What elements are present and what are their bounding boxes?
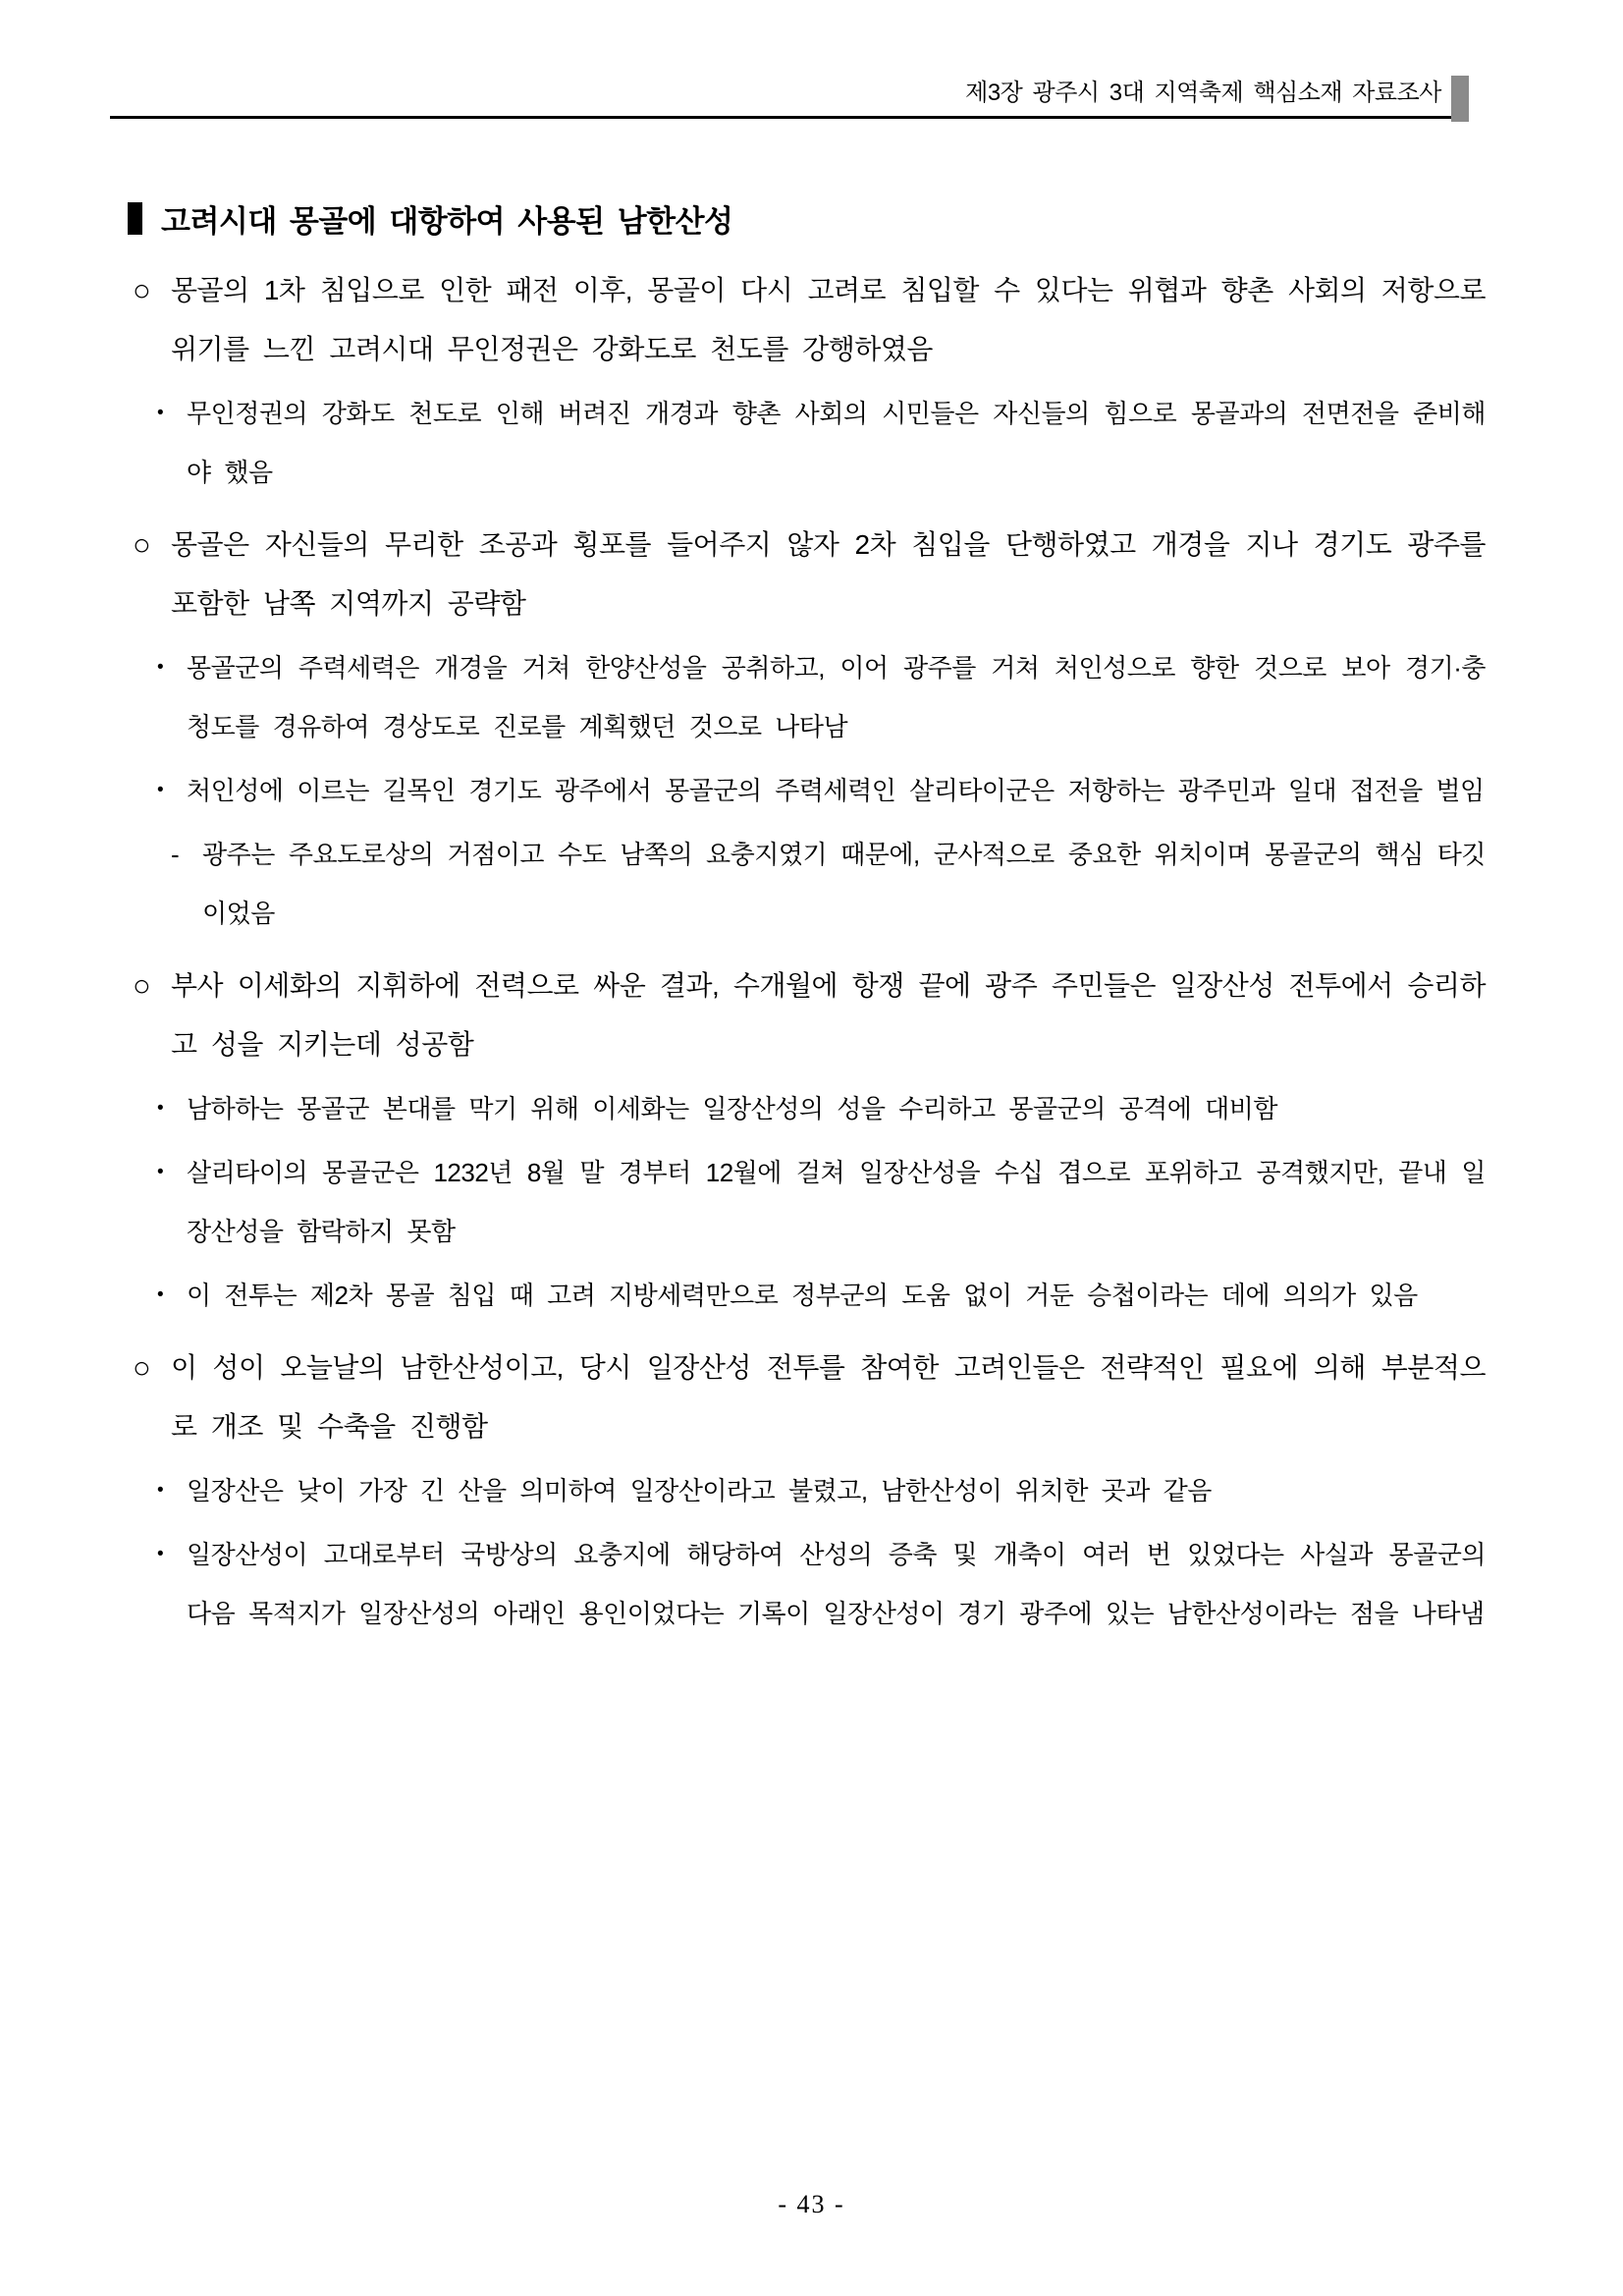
bullet-item (128, 516, 1486, 633)
bullet-text: 처인성에 이르는 길목인 경기도 광주에서 몽골군의 주력세력인 살리타이군은 저항하는 광주민과 일대 접전을 벌임 (187, 776, 1485, 805)
bullet-text: 이 전투는 제2차 몽골 침입 때 고려 지방세력만으로 정부군의 도움 없이 거둔 승첩이라는 데에 의의가 있음 (187, 1281, 1418, 1310)
bullet-text: 살리타이의 몽골군은 1232년 8월 말 경부터 12월에 걸쳐 일장산성을 수십 겹으로 포위하고 공격했지만, 끝내 일장산성을 함락하지 못함 (187, 1158, 1486, 1246)
chapter-header-title: 제3장 광주시 3대 지역축제 핵심소재 자료조사 (965, 80, 1441, 106)
dot-bullet-icon: • (157, 1544, 164, 1564)
bullet-item (128, 384, 1486, 502)
page-header (110, 0, 1468, 119)
bullet-item (128, 1143, 1486, 1261)
bullet-item (128, 1525, 1486, 1643)
bullet-item (128, 1079, 1486, 1138)
bullet-item (128, 761, 1486, 820)
section-title-row (128, 189, 1486, 247)
dot-bullet-icon: • (157, 403, 164, 423)
bullet-item (128, 1461, 1486, 1520)
dot-bullet-icon: • (157, 1162, 164, 1182)
dot-bullet-icon: • (157, 780, 164, 800)
circle-bullet-icon: ○ (133, 273, 151, 307)
bullet-item (128, 1339, 1486, 1456)
bullet-text: 일장산성이 고대로부터 국방상의 요충지에 해당하여 산성의 증축 및 개축이 여러 번 있었다는 사실과 몽골군의 다음 목적지가 일장산성의 아래인 용인이었다는 기록이 일장산성이 경기 광주에 있는 남한산성이라는 점을 나타냄 (187, 1540, 1486, 1628)
bullet-text: 부사 이세화의 지휘하에 전력으로 싸운 결과, 수개월에 항쟁 끝에 광주 주민들은 일장산성 전투에서 승리하고 성을 지키는데 성공함 (171, 970, 1486, 1060)
dot-bullet-icon: • (157, 1480, 164, 1501)
page-content (128, 189, 1486, 1643)
bullet-text: 몽골은 자신들의 무리한 조공과 횡포를 들어주지 않자 2차 침입을 단행하였고 개경을 지나 경기도 광주를 포함한 남쪽 지역까지 공략함 (171, 529, 1486, 619)
dot-bullet-icon: • (157, 1098, 164, 1119)
bullet-item (128, 261, 1486, 379)
page-number: - 43 - (778, 2190, 845, 2218)
bullet-item (128, 957, 1486, 1074)
title-square-icon (128, 202, 142, 235)
bullet-item (128, 825, 1486, 943)
circle-bullet-icon: ○ (133, 527, 151, 562)
bullet-text: 몽골군의 주력세력은 개경을 거쳐 한양산성을 공취하고, 이어 광주를 거쳐 처인성으로 향한 것으로 보아 경기·충청도를 경유하여 경상도로 진로를 계획했던 것으로 나타남 (187, 653, 1486, 741)
dot-bullet-icon: • (157, 657, 164, 678)
dash-bullet-icon: - (171, 840, 180, 869)
page-footer (0, 2190, 1623, 2219)
bullet-text: 남하하는 몽골군 본대를 막기 위해 이세화는 일장산성의 성을 수리하고 몽골군의 공격에 대비함 (187, 1094, 1277, 1123)
circle-bullet-icon: ○ (133, 968, 151, 1003)
bullet-text: 무인정권의 강화도 천도로 인해 버려진 개경과 향촌 사회의 시민들은 자신들의 힘으로 몽골과의 전면전을 준비해야 했음 (187, 399, 1486, 487)
bullet-text: 이 성이 오늘날의 남한산성이고, 당시 일장산성 전투를 참여한 고려인들은 전략적인 필요에 의해 부분적으로 개조 및 수축을 진행함 (171, 1352, 1486, 1442)
bullet-item (128, 1266, 1486, 1325)
bullet-text: 몽골의 1차 침입으로 인한 패전 이후, 몽골이 다시 고려로 침입할 수 있다는 위협과 향촌 사회의 저항으로 위기를 느낀 고려시대 무인정권은 강화도로 천도를 강행하였음 (171, 275, 1486, 364)
dot-bullet-icon: • (157, 1285, 164, 1305)
circle-bullet-icon: ○ (133, 1350, 151, 1385)
header-accent-bar-icon (1451, 76, 1469, 122)
bullet-item (128, 638, 1486, 756)
bullet-text: 광주는 주요도로상의 거점이고 수도 남쪽의 요충지였기 때문에, 군사적으로 중요한 위치이며 몽골군의 핵심 타깃이었음 (202, 840, 1486, 928)
bullet-text: 일장산은 낮이 가장 긴 산을 의미하여 일장산이라고 불렸고, 남한산성이 위치한 곳과 같음 (187, 1476, 1212, 1505)
section-title: 고려시대 몽골에 대항하여 사용된 남한산성 (161, 203, 733, 239)
